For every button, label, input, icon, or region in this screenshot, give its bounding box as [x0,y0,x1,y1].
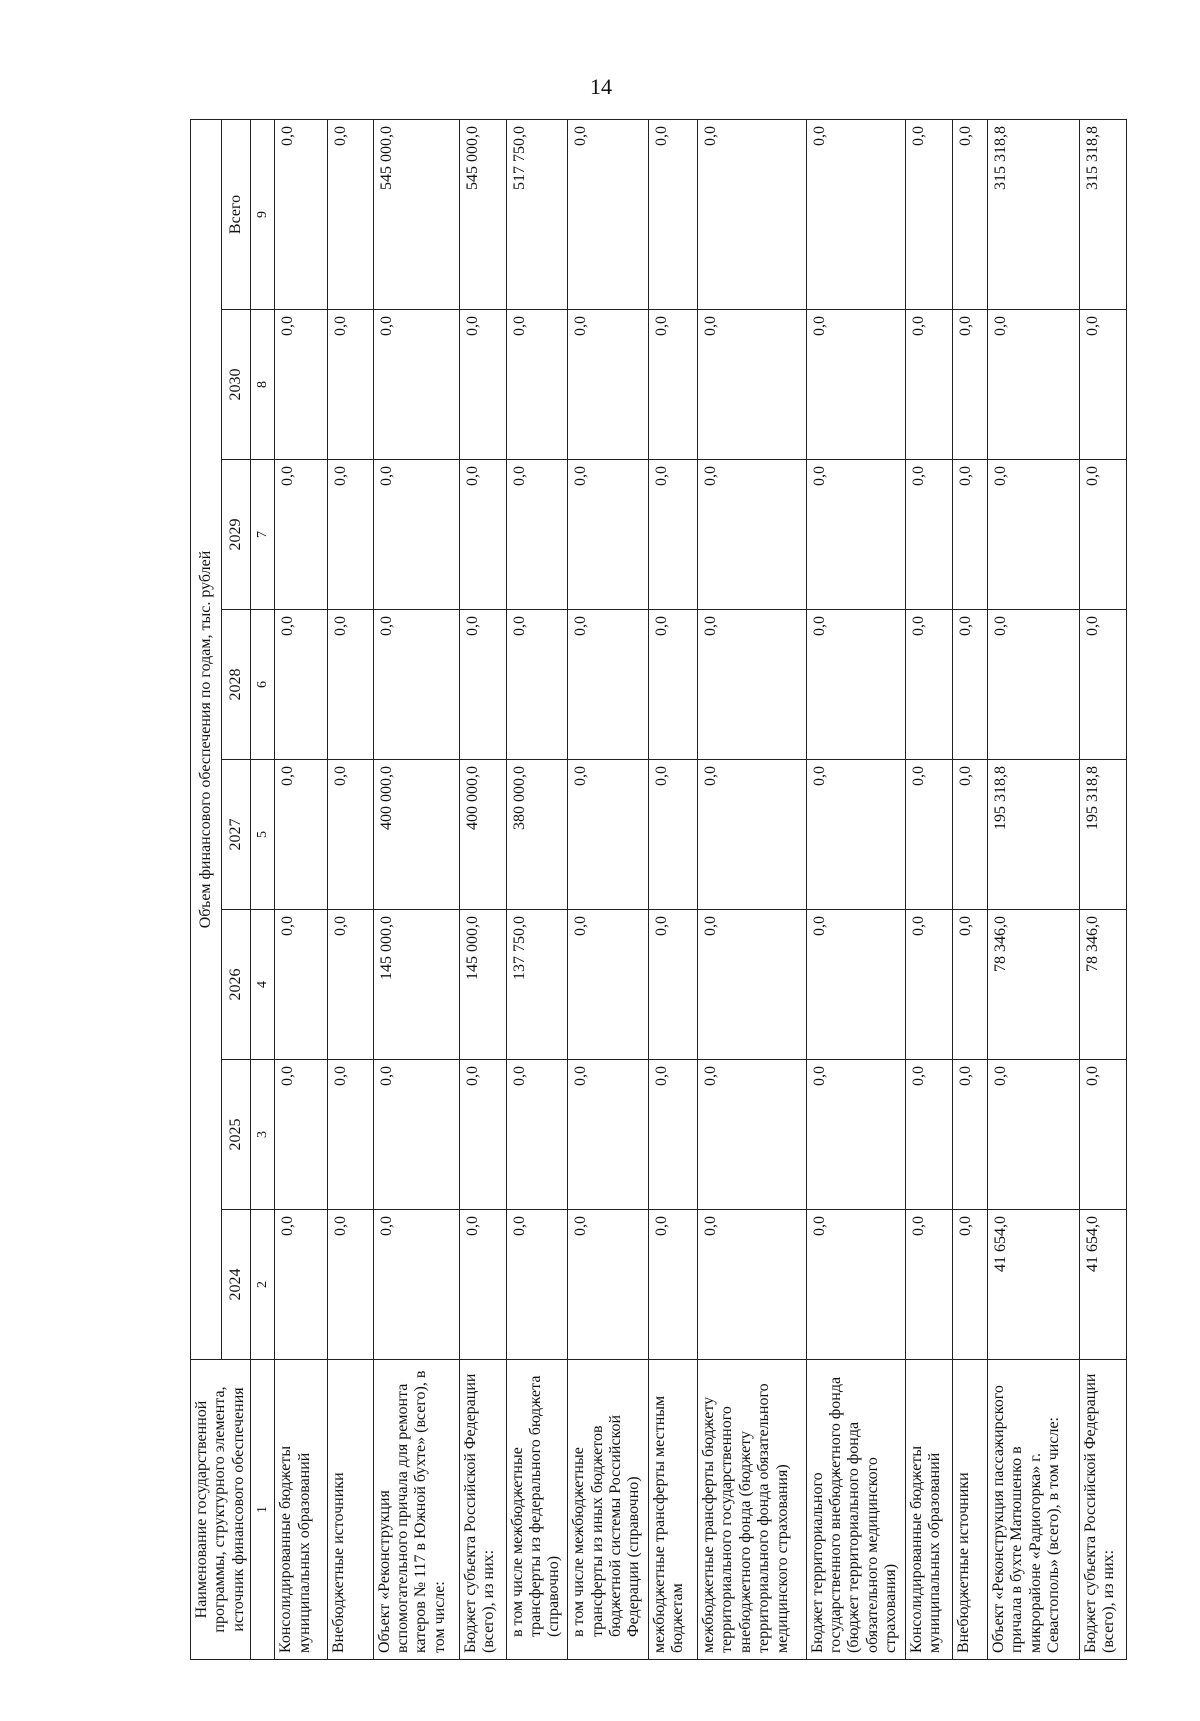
year-header: 2028 [222,610,251,760]
row-year-value: 0,0 [328,910,373,1060]
year-header: 2029 [222,460,251,610]
row-year-value: 0,0 [1079,460,1126,610]
row-year-value: 0,0 [806,1210,905,1360]
table-row [373,119,459,1659]
row-year-value: 0,0 [373,610,459,760]
row-year-value: 0,0 [275,1060,328,1210]
row-year-value: 0,0 [806,310,905,460]
row-label: Консолидированные бюджеты муниципальных образований [275,1360,328,1660]
column-number: 8 [251,310,275,460]
row-year-value: 0,0 [648,910,697,1060]
row-year-value: 0,0 [275,610,328,760]
row-year-value: 0,0 [459,1210,506,1360]
row-label: в том числе межбюджетные трансферты из федерального бюджета (справочно) [506,1360,568,1660]
row-year-value: 0,0 [506,1210,568,1360]
row-year-value: 0,0 [275,1210,328,1360]
row-year-value: 0,0 [905,610,952,760]
row-label: в том числе межбюджетные трансферты из иных бюджетов бюджетной системы Российской Федерации (справочно) [568,1360,648,1660]
row-year-value: 0,0 [697,910,806,1060]
year-header: 2030 [222,310,251,460]
row-year-value: 0,0 [648,1210,697,1360]
row-total-value: 315 318,8 [987,119,1079,309]
row-year-value: 78 346,0 [987,910,1079,1060]
row-year-value: 137 750,0 [506,910,568,1060]
row-year-value: 0,0 [648,610,697,760]
row-total-value: 315 318,8 [1079,119,1126,309]
column-number: 4 [251,910,275,1060]
row-label: Объект «Реконструкция вспомогательного причала для ремонта катеров № 117 в Южной бухте» (всего), в том числе: [373,1360,459,1660]
column-number: 9 [251,119,275,309]
page-number: 14 [590,74,612,99]
row-label: Внебюджетные источники [952,1360,987,1660]
row-year-value: 195 318,8 [1079,760,1126,910]
row-year-value: 0,0 [506,310,568,460]
row-total-value: 0,0 [806,119,905,309]
row-year-value: 0,0 [275,460,328,610]
row-total-value: 545 000,0 [459,119,506,309]
total-header: Всего [222,119,251,309]
row-year-value: 0,0 [328,760,373,910]
row-year-value: 0,0 [373,460,459,610]
row-year-value: 0,0 [506,460,568,610]
row-year-value: 0,0 [459,1060,506,1210]
row-total-value: 0,0 [328,119,373,309]
row-year-value: 0,0 [952,1060,987,1210]
year-header: 2025 [222,1060,251,1210]
row-year-value: 0,0 [697,1210,806,1360]
row-year-value: 0,0 [905,1060,952,1210]
column-number: 1 [251,1360,275,1660]
row-year-value: 0,0 [952,310,987,460]
row-year-value: 0,0 [697,610,806,760]
row-year-value: 0,0 [648,460,697,610]
row-year-value: 0,0 [987,610,1079,760]
row-label: Бюджет субъекта Российской Федерации (всего), из них: [1079,1360,1126,1660]
row-total-value: 0,0 [568,119,648,309]
row-year-value: 0,0 [806,460,905,610]
column-number: 3 [251,1060,275,1210]
name-column-header: Наименование государственной программы, структурного элемента, источник финансового обеспечения [191,1360,251,1660]
row-year-value: 0,0 [459,460,506,610]
table-row [987,119,1079,1659]
column-number: 2 [251,1210,275,1360]
row-total-value: 517 750,0 [506,119,568,309]
table-row [275,119,328,1659]
row-label: межбюджетные трансферты местным бюджетам [648,1360,697,1660]
row-year-value: 0,0 [905,760,952,910]
row-year-value: 0,0 [806,760,905,910]
row-label: межбюджетные трансферты бюджету территориального государственного внебюджетного фонда (бюджету территориального фонда обязательного медицинского страхования) [697,1360,806,1660]
row-year-value: 0,0 [952,910,987,1060]
row-year-value: 0,0 [568,460,648,610]
row-year-value: 0,0 [648,760,697,910]
row-year-value: 145 000,0 [373,910,459,1060]
row-year-value: 400 000,0 [373,760,459,910]
column-number: 5 [251,760,275,910]
row-year-value: 0,0 [568,1210,648,1360]
row-year-value: 0,0 [275,760,328,910]
row-year-value: 0,0 [1079,610,1126,760]
row-year-value: 0,0 [328,1210,373,1360]
row-year-value: 0,0 [648,1060,697,1210]
table-row [506,119,568,1659]
row-year-value: 0,0 [275,910,328,1060]
row-year-value: 78 346,0 [1079,910,1126,1060]
row-year-value: 0,0 [905,1210,952,1360]
row-year-value: 0,0 [568,310,648,460]
row-year-value: 0,0 [952,760,987,910]
row-label: Бюджет территориального государственного внебюджетного фонда (бюджет территориального фонда обязательного медицинского страхования) [806,1360,905,1660]
column-number: 6 [251,610,275,760]
row-year-value: 0,0 [568,910,648,1060]
row-year-value: 0,0 [905,310,952,460]
year-header: 2027 [222,760,251,910]
row-year-value: 0,0 [806,610,905,760]
row-year-value: 0,0 [806,1060,905,1210]
row-year-value: 0,0 [1079,1060,1126,1210]
row-year-value: 0,0 [987,1060,1079,1210]
table-row [568,119,648,1659]
row-year-value: 0,0 [373,310,459,460]
row-label: Объект «Реконструкция пассажирского причала в бухте Матюшенко в микрорайоне «Радиогорка» г. Севастополь» (всего), в том числе: [987,1360,1079,1660]
row-total-value: 0,0 [905,119,952,309]
row-year-value: 0,0 [697,760,806,910]
row-year-value: 41 654,0 [1079,1210,1126,1360]
row-year-value: 0,0 [506,610,568,760]
row-year-value: 400 000,0 [459,760,506,910]
row-year-value: 0,0 [373,1060,459,1210]
row-total-value: 545 000,0 [373,119,459,309]
row-year-value: 380 000,0 [506,760,568,910]
row-year-value: 0,0 [697,460,806,610]
row-label: Бюджет субъекта Российской Федерации (всего), из них: [459,1360,506,1660]
row-year-value: 0,0 [648,310,697,460]
row-total-value: 0,0 [275,119,328,309]
financing-table [190,119,1127,1660]
row-label: Консолидированные бюджеты муниципальных образований [905,1360,952,1660]
row-year-value: 0,0 [568,1060,648,1210]
row-year-value: 0,0 [506,1060,568,1210]
row-year-value: 0,0 [697,1060,806,1210]
row-year-value: 0,0 [568,760,648,910]
table-row [1079,119,1126,1659]
row-year-value: 0,0 [987,310,1079,460]
row-year-value: 0,0 [328,1060,373,1210]
rotated-table-container [190,120,1125,1660]
row-year-value: 0,0 [987,460,1079,610]
year-header: 2024 [222,1210,251,1360]
row-year-value: 0,0 [275,310,328,460]
table-row [905,119,952,1659]
row-year-value: 0,0 [459,610,506,760]
row-year-value: 41 654,0 [987,1210,1079,1360]
row-total-value: 0,0 [697,119,806,309]
row-total-value: 0,0 [648,119,697,309]
row-year-value: 145 000,0 [459,910,506,1060]
row-year-value: 0,0 [905,460,952,610]
row-year-value: 0,0 [373,1210,459,1360]
table-row [952,119,987,1659]
row-year-value: 0,0 [952,610,987,760]
row-year-value: 0,0 [952,460,987,610]
year-header: 2026 [222,910,251,1060]
table-row [806,119,905,1659]
row-total-value: 0,0 [952,119,987,309]
row-year-value: 0,0 [806,910,905,1060]
row-label: Внебюджетные источники [328,1360,373,1660]
row-year-value: 0,0 [328,460,373,610]
row-year-value: 0,0 [328,610,373,760]
table-row [328,119,373,1659]
row-year-value: 0,0 [328,310,373,460]
row-year-value: 0,0 [1079,310,1126,460]
row-year-value: 0,0 [568,610,648,760]
volume-header: Объем финансового обеспечения по годам, тыс. рублей [191,119,222,1359]
table-body [275,119,1127,1659]
table-row [459,119,506,1659]
column-number: 7 [251,460,275,610]
table-row [697,119,806,1659]
row-year-value: 0,0 [905,910,952,1060]
row-year-value: 195 318,8 [987,760,1079,910]
row-year-value: 0,0 [697,310,806,460]
table-row [648,119,697,1659]
row-year-value: 0,0 [952,1210,987,1360]
row-year-value: 0,0 [459,310,506,460]
